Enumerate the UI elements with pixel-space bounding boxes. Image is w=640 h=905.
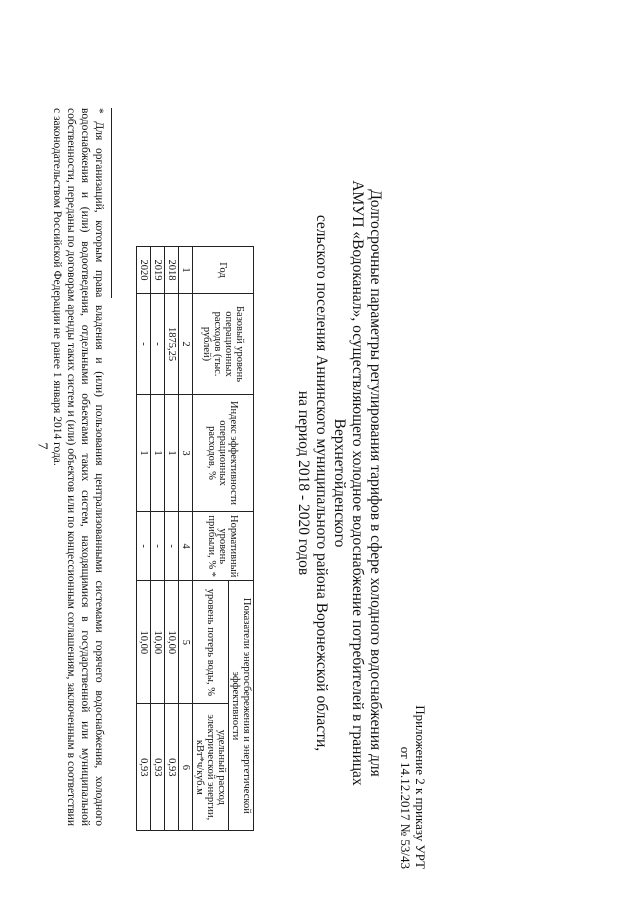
cell-norm: - xyxy=(151,512,165,581)
parameters-table xyxy=(136,246,254,831)
cell-index: 1 xyxy=(165,395,179,512)
header-energy-group: Показатели энергосбережения и энергетической эффективности xyxy=(229,581,254,831)
cell-year: 2020 xyxy=(137,247,151,294)
title-line-4: на период 2018 - 2020 годов xyxy=(295,390,312,576)
header-base-level: Базовый уровень операционных расходов (тыс. рублей) xyxy=(193,294,254,395)
cell-index: 1 xyxy=(137,395,151,512)
page-number: 7 xyxy=(34,442,50,450)
cell-norm: - xyxy=(137,512,151,581)
cell-base: - xyxy=(137,294,151,395)
table-row xyxy=(165,247,179,831)
table-row xyxy=(137,247,151,831)
cell-loss: 10,00 xyxy=(151,581,165,704)
cell-base: 1875,25 xyxy=(165,294,179,395)
table-row xyxy=(151,247,165,831)
header-normative-profit: Нормативный уровень прибыли, % * xyxy=(193,512,254,581)
footnote: * Для организаций, которым права владения и (или) пользования централизованными системами горячего водоснабжения, холодного водоснабжения и (или) водоотведения, отдельными объектами таких систем, находящимися в государственной или муниципальной собственности, переданы по договорам аренды таких систем и (или) объектов или по концессионным соглашениям, заключенным в соответствии с законодательством Российской Федерации не ранее 1 января 2014 года. xyxy=(51,108,105,826)
title-line-3: сельского поселения Аннинского муниципального района Воронежской области, xyxy=(313,214,330,752)
cell-year: 2018 xyxy=(165,247,179,294)
appendix-line-1: Приложение 2 к приказу УРТ xyxy=(413,705,428,869)
cell-index: 1 xyxy=(151,395,165,512)
header-efficiency-index: Индекс эффективности операционных расходов, % xyxy=(193,395,254,512)
column-number-row xyxy=(179,247,193,831)
table-header-row xyxy=(229,247,254,831)
cell-energy: 0,93 xyxy=(165,704,179,831)
title-line-1: Долгосрочные параметры регулирования тарифов в сфере холодного водоснабжения для xyxy=(367,189,384,777)
cell-energy: 0,93 xyxy=(137,704,151,831)
appendix-reference xyxy=(398,705,428,869)
footnote-divider xyxy=(111,108,112,298)
appendix-line-2: от 14.12.2017 № 53/43 xyxy=(398,746,413,869)
cell-loss: 10,00 xyxy=(165,581,179,704)
col-number: 6 xyxy=(179,704,193,831)
cell-energy: 0,93 xyxy=(151,704,165,831)
col-number: 2 xyxy=(179,294,193,395)
cell-year: 2019 xyxy=(151,247,165,294)
col-number: 5 xyxy=(179,581,193,704)
col-number: 4 xyxy=(179,512,193,581)
header-year: Год xyxy=(193,247,254,294)
title-line-2: АМУП «Водоканал», осуществляющего холодное водоснабжение потребителей в границах Верхнетойденского xyxy=(331,180,366,786)
document-sheet xyxy=(38,58,428,883)
document-title xyxy=(294,178,384,788)
header-energy-consumption: удельный расход электрической энергии, кВт*ч/куб.м xyxy=(193,704,229,831)
col-number: 3 xyxy=(179,395,193,512)
cell-norm: - xyxy=(165,512,179,581)
cell-base: - xyxy=(151,294,165,395)
header-water-loss: уровень потерь воды, % xyxy=(193,581,229,704)
col-number: 1 xyxy=(179,247,193,294)
cell-loss: 10,00 xyxy=(137,581,151,704)
